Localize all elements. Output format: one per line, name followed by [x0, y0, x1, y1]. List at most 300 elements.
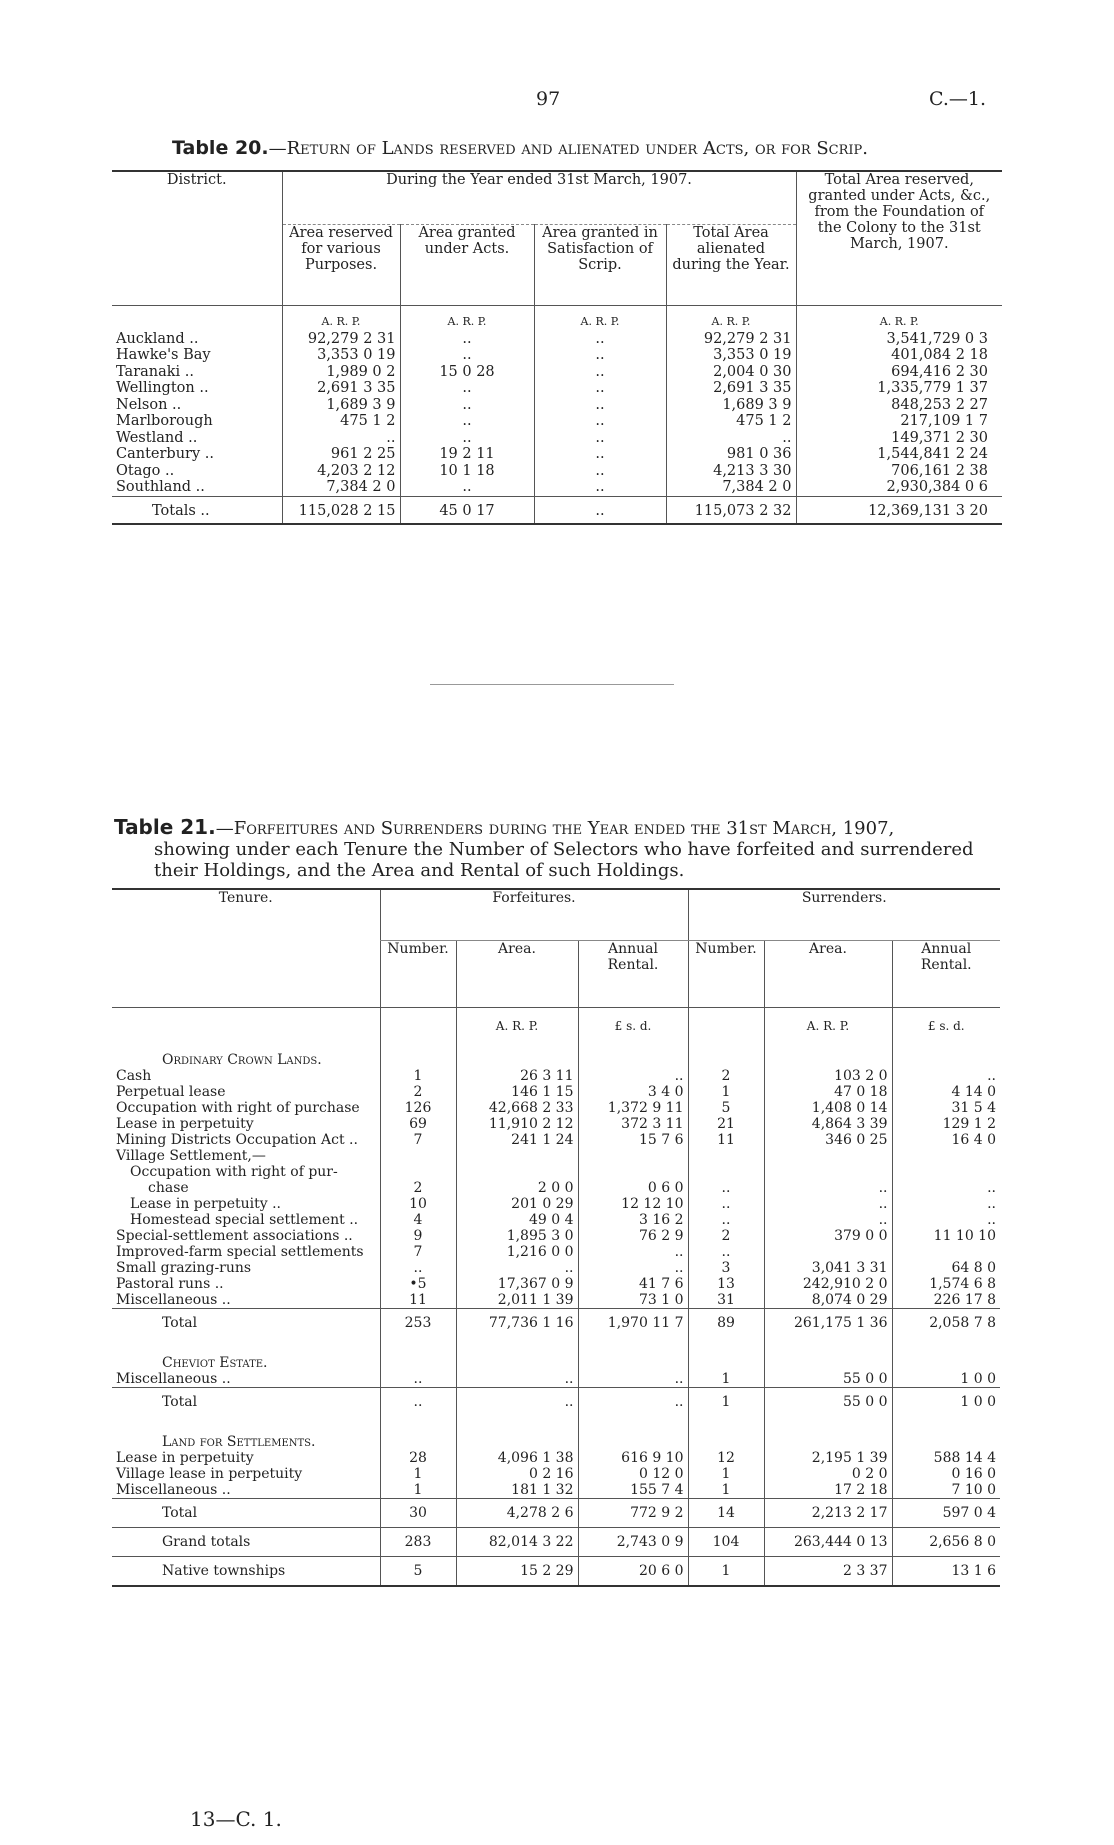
t21-s-number: 1 — [688, 1482, 764, 1499]
t21-f-rental: 3 16 2 — [578, 1212, 688, 1228]
t21-row — [112, 1068, 1000, 1084]
t21-f-area — [456, 1164, 578, 1180]
t21-s-rental: 1 0 0 — [892, 1388, 1000, 1417]
t21-s-number: 21 — [688, 1116, 764, 1132]
t21-f-number: 9 — [380, 1228, 456, 1244]
t20-total: 4,213 3 30 — [666, 463, 796, 480]
t20-row — [112, 397, 1002, 414]
t21-s-rental: 2,058 7 8 — [892, 1309, 1000, 1338]
t21-tenure: Cash — [116, 1068, 152, 1084]
t21-f-rental: 2,743 0 9 — [578, 1528, 688, 1557]
t21-empty-cell — [380, 1416, 456, 1450]
t21-s-rental: 11 10 10 — [892, 1228, 1000, 1244]
t21-f-rental: .. — [578, 1244, 688, 1260]
t20-total: 2,004 0 30 — [666, 364, 796, 381]
t21-tenure: Lease in perpetuity — [116, 1450, 254, 1466]
t21-s-rental: 0 16 0 — [892, 1466, 1000, 1482]
t21-s-area: 1,408 0 14 — [764, 1100, 892, 1116]
t21-f-number: 1 — [380, 1482, 456, 1499]
t20-scrip: .. — [534, 331, 666, 348]
t20-total: .. — [666, 430, 796, 447]
t20-col-total-foundation: Total Area reserved, granted under Acts, &c., from the Foundation of the Colony to the 31st March, 1907. — [796, 171, 1002, 306]
t20-reserved: 7,384 2 0 — [282, 479, 400, 496]
t21-f-number: 28 — [380, 1450, 456, 1466]
t21-grand-total-row — [112, 1528, 1000, 1557]
t21-col-s-rental: Annual Rental. — [892, 941, 1000, 1008]
t20-found: 1,544,841 2 24 — [796, 446, 1002, 463]
t21-tenure: Lease in perpetuity .. — [130, 1196, 281, 1212]
t21-total-row — [112, 1499, 1000, 1528]
t21-s-rental: .. — [892, 1180, 1000, 1196]
t20-reserved: 1,989 0 2 — [282, 364, 400, 381]
t21-row — [112, 1132, 1000, 1148]
t21-section-heading: Ordinary Crown Lands. — [162, 1052, 322, 1068]
t21-f-number: 10 — [380, 1196, 456, 1212]
t20-scrip: .. — [534, 380, 666, 397]
t21-row — [112, 1084, 1000, 1100]
t21-s-area: .. — [764, 1180, 892, 1196]
t21-native-row — [112, 1557, 1000, 1587]
t21-f-area: 1,895 3 0 — [456, 1228, 578, 1244]
t21-s-area: 8,074 0 29 — [764, 1292, 892, 1309]
t21-f-area: 241 1 24 — [456, 1132, 578, 1148]
t21-tenure: Pastoral runs .. — [116, 1276, 224, 1292]
t21-s-rental: .. — [892, 1068, 1000, 1084]
t21-f-area: 42,668 2 33 — [456, 1100, 578, 1116]
t20-unit-total: A. R. P. — [666, 306, 796, 331]
t21-f-rental — [578, 1164, 688, 1180]
t20-acts: .. — [400, 479, 534, 496]
table21-title-line2: showing under each Tenure the Number of Selectors who have forfeited and surrendered — [154, 839, 974, 860]
t21-f-rental: .. — [578, 1371, 688, 1388]
t21-f-number: 7 — [380, 1244, 456, 1260]
t20-found: 149,371 2 30 — [796, 430, 1002, 447]
t21-s-rental — [892, 1148, 1000, 1164]
t21-s-area: 242,910 2 0 — [764, 1276, 892, 1292]
t20-district: Auckland .. — [116, 330, 199, 347]
t21-empty-cell — [456, 1337, 578, 1371]
t21-tenure: Total — [162, 1394, 198, 1410]
t21-f-rental: 616 9 10 — [578, 1450, 688, 1466]
t21-col-s-number: Number. — [688, 941, 764, 1008]
t21-f-rental: 155 7 4 — [578, 1482, 688, 1499]
t21-f-area: 15 2 29 — [456, 1557, 578, 1587]
t21-s-area: 261,175 1 36 — [764, 1309, 892, 1338]
t21-f-area: 181 1 32 — [456, 1482, 578, 1499]
t21-f-number — [380, 1164, 456, 1180]
t20-acts: .. — [400, 380, 534, 397]
t21-section-heading-row — [112, 1416, 1000, 1450]
t21-f-rental: 3 4 0 — [578, 1084, 688, 1100]
t20-acts: .. — [400, 430, 534, 447]
t21-s-rental: .. — [892, 1212, 1000, 1228]
t21-f-area — [456, 1148, 578, 1164]
t20-scrip: .. — [534, 430, 666, 447]
t21-empty-cell — [380, 1337, 456, 1371]
t21-f-area: .. — [456, 1371, 578, 1388]
t21-empty-cell — [456, 1034, 578, 1068]
t20-scrip: .. — [534, 364, 666, 381]
t21-section-heading: Cheviot Estate. — [162, 1355, 268, 1371]
t21-f-rental: 76 2 9 — [578, 1228, 688, 1244]
t21-row — [112, 1244, 1000, 1260]
t20-reserved: 92,279 2 31 — [282, 331, 400, 348]
t20-totals-found: 12,369,131 3 20 — [796, 496, 1002, 524]
t20-reserved: 961 2 25 — [282, 446, 400, 463]
t21-s-area: 103 2 0 — [764, 1068, 892, 1084]
t21-s-area: 2,195 1 39 — [764, 1450, 892, 1466]
t21-f-number: 253 — [380, 1309, 456, 1338]
t21-group-surrenders: Surrenders. — [688, 889, 1000, 941]
t21-s-rental: 1 0 0 — [892, 1371, 1000, 1388]
t20-acts: 19 2 11 — [400, 446, 534, 463]
t20-reserved: .. — [282, 430, 400, 447]
t21-tenure: Mining Districts Occupation Act .. — [116, 1132, 358, 1148]
t20-reserved: 1,689 3 9 — [282, 397, 400, 414]
t20-unit-found: A. R. P. — [796, 306, 1002, 331]
t21-s-area: .. — [764, 1196, 892, 1212]
t21-s-rental: 588 14 4 — [892, 1450, 1000, 1466]
t20-group-header: During the Year ended 31st March, 1907. — [282, 171, 796, 225]
t21-unit-s-rental: £ s. d. — [892, 1008, 1000, 1035]
t21-row — [112, 1260, 1000, 1276]
t20-found: 706,161 2 38 — [796, 463, 1002, 480]
t21-f-rental: .. — [578, 1260, 688, 1276]
t21-section-heading-row — [112, 1337, 1000, 1371]
t21-f-area: 1,216 0 0 — [456, 1244, 578, 1260]
t21-tenure: Small grazing-runs — [116, 1260, 252, 1276]
t21-s-number: .. — [688, 1180, 764, 1196]
t21-row — [112, 1196, 1000, 1212]
t21-s-number: 3 — [688, 1260, 764, 1276]
t21-f-area: 17,367 0 9 — [456, 1276, 578, 1292]
t21-f-number — [380, 1148, 456, 1164]
t21-f-area: 4,096 1 38 — [456, 1450, 578, 1466]
t21-f-number: .. — [380, 1388, 456, 1417]
t20-district: Westland .. — [116, 429, 198, 446]
t20-found: 3,541,729 0 3 — [796, 331, 1002, 348]
t21-f-number: 30 — [380, 1499, 456, 1528]
t21-f-area: 201 0 29 — [456, 1196, 578, 1212]
t21-f-area: .. — [456, 1260, 578, 1276]
t21-f-number: 11 — [380, 1292, 456, 1309]
t21-s-number: 1 — [688, 1371, 764, 1388]
t20-totals-reserved: 115,028 2 15 — [282, 496, 400, 524]
t21-f-area: 0 2 16 — [456, 1466, 578, 1482]
section-divider — [430, 684, 674, 685]
t21-empty-cell — [380, 1034, 456, 1068]
t20-total: 3,353 0 19 — [666, 347, 796, 364]
t21-tenure: Occupation with right of pur- — [130, 1164, 338, 1180]
t21-f-rental: .. — [578, 1388, 688, 1417]
t21-f-rental: 15 7 6 — [578, 1132, 688, 1148]
t21-f-area: .. — [456, 1388, 578, 1417]
t21-empty-cell — [764, 1337, 892, 1371]
t21-empty-cell — [688, 1337, 764, 1371]
t21-s-number: 89 — [688, 1309, 764, 1338]
t21-empty-cell — [892, 1034, 1000, 1068]
t20-found: 694,416 2 30 — [796, 364, 1002, 381]
t21-row — [112, 1292, 1000, 1309]
t21-s-number: 12 — [688, 1450, 764, 1466]
t21-section-heading: Land for Settlements. — [162, 1434, 316, 1450]
t21-tenure: Total — [162, 1315, 198, 1331]
t21-s-area: 2 3 37 — [764, 1557, 892, 1587]
t20-total: 475 1 2 — [666, 413, 796, 430]
t21-row — [112, 1228, 1000, 1244]
t21-s-number: 2 — [688, 1228, 764, 1244]
t21-f-rental — [578, 1148, 688, 1164]
t21-s-number: 1 — [688, 1557, 764, 1587]
t21-s-number: 14 — [688, 1499, 764, 1528]
t20-row — [112, 413, 1002, 430]
t21-tenure: Village lease in perpetuity — [116, 1466, 303, 1482]
t21-f-area: 146 1 15 — [456, 1084, 578, 1100]
table21-label: Table 21. — [114, 815, 216, 839]
t20-district: Southland .. — [116, 479, 205, 495]
t21-s-area: 17 2 18 — [764, 1482, 892, 1499]
t21-section-heading-row — [112, 1034, 1000, 1068]
t21-empty-cell — [892, 1416, 1000, 1450]
t20-total: 2,691 3 35 — [666, 380, 796, 397]
t20-reserved: 4,203 2 12 — [282, 463, 400, 480]
t20-acts: .. — [400, 347, 534, 364]
page-code: C.—1. — [929, 88, 987, 110]
t21-s-area: 346 0 25 — [764, 1132, 892, 1148]
t21-tenure: Village Settlement,— — [116, 1148, 266, 1164]
t21-f-area: 49 0 4 — [456, 1212, 578, 1228]
t21-f-rental: 73 1 0 — [578, 1292, 688, 1309]
t20-total: 7,384 2 0 — [666, 479, 796, 496]
t20-found: 1,335,779 1 37 — [796, 380, 1002, 397]
t20-total: 981 0 36 — [666, 446, 796, 463]
t21-s-rental: 1,574 6 8 — [892, 1276, 1000, 1292]
t20-totals-total: 115,073 2 32 — [666, 496, 796, 524]
t21-row — [112, 1212, 1000, 1228]
t21-row — [112, 1148, 1000, 1164]
t21-f-area: 2,011 1 39 — [456, 1292, 578, 1309]
t21-tenure: Native townships — [162, 1563, 286, 1579]
t21-f-rental: .. — [578, 1068, 688, 1084]
t21-empty-cell — [764, 1034, 892, 1068]
t20-reserved: 475 1 2 — [282, 413, 400, 430]
t21-col-f-number: Number. — [380, 941, 456, 1008]
t21-f-number: 7 — [380, 1132, 456, 1148]
t21-empty-cell — [892, 1337, 1000, 1371]
t21-row — [112, 1466, 1000, 1482]
t21-s-rental: .. — [892, 1196, 1000, 1212]
t21-s-rental: 7 10 0 — [892, 1482, 1000, 1499]
t21-s-number: .. — [688, 1244, 764, 1260]
t21-f-rental: 41 7 6 — [578, 1276, 688, 1292]
t20-district: Canterbury .. — [116, 446, 214, 462]
t21-row — [112, 1116, 1000, 1132]
t21-empty-cell — [456, 1416, 578, 1450]
t20-row — [112, 479, 1002, 496]
t21-row — [112, 1100, 1000, 1116]
t21-tenure: Miscellaneous .. — [116, 1292, 231, 1308]
t21-row — [112, 1371, 1000, 1388]
table21-title-line3: their Holdings, and the Area and Rental of such Holdings. — [154, 860, 685, 881]
t21-empty-cell — [578, 1337, 688, 1371]
table21-title-line1: —Forfeitures and Surrenders during the Year ended the 31st March, 1907, — [215, 818, 895, 839]
t20-reserved: 2,691 3 35 — [282, 380, 400, 397]
t20-acts: .. — [400, 413, 534, 430]
t20-row — [112, 463, 1002, 480]
t21-f-rental: 1,970 11 7 — [578, 1309, 688, 1338]
t21-s-area: 47 0 18 — [764, 1084, 892, 1100]
t20-district: Wellington .. — [116, 380, 209, 396]
t20-district: Nelson .. — [116, 396, 182, 413]
t21-s-number: 1 — [688, 1084, 764, 1100]
t21-col-tenure: Tenure. — [112, 889, 380, 1008]
t20-col-granted-scrip: Area granted in Satisfaction of Scrip. — [534, 225, 666, 306]
t21-s-area: 0 2 0 — [764, 1466, 892, 1482]
t21-empty-cell — [688, 1034, 764, 1068]
t20-totals-label: Totals .. — [152, 502, 210, 519]
t21-f-number: 69 — [380, 1116, 456, 1132]
t21-s-number: 2 — [688, 1068, 764, 1084]
t20-scrip: .. — [534, 413, 666, 430]
t21-col-f-area: Area. — [456, 941, 578, 1008]
t20-district: Hawke's Bay — [116, 347, 211, 363]
t21-f-rental: 1,372 9 11 — [578, 1100, 688, 1116]
t21-s-area: 55 0 0 — [764, 1388, 892, 1417]
t20-row — [112, 347, 1002, 364]
t20-col-total-year: Total Area alienated during the Year. — [666, 225, 796, 306]
t21-tenure: Miscellaneous .. — [116, 1371, 231, 1387]
t21-f-rental: 772 9 2 — [578, 1499, 688, 1528]
t21-f-number: .. — [380, 1371, 456, 1388]
t21-row — [112, 1276, 1000, 1292]
t21-s-number — [688, 1148, 764, 1164]
t20-acts: .. — [400, 331, 534, 348]
t21-s-number — [688, 1164, 764, 1180]
t21-f-number: .. — [380, 1260, 456, 1276]
t21-tenure: Occupation with right of purchase — [116, 1100, 360, 1116]
t21-s-number: 5 — [688, 1100, 764, 1116]
t21-col-s-area: Area. — [764, 941, 892, 1008]
t21-tenure: Miscellaneous .. — [116, 1482, 231, 1498]
t20-total: 92,279 2 31 — [666, 331, 796, 348]
t20-scrip: .. — [534, 479, 666, 496]
t20-district: Otago .. — [116, 462, 175, 479]
t21-f-rental: 20 6 0 — [578, 1557, 688, 1587]
t21-f-area: 82,014 3 22 — [456, 1528, 578, 1557]
t20-district: Marlborough — [116, 413, 213, 429]
t21-f-rental: 372 3 11 — [578, 1116, 688, 1132]
t21-s-area — [764, 1148, 892, 1164]
t21-s-area: 4,864 3 39 — [764, 1116, 892, 1132]
t21-f-rental: 0 6 0 — [578, 1180, 688, 1196]
t21-s-number: 13 — [688, 1276, 764, 1292]
t21-s-number: .. — [688, 1212, 764, 1228]
t21-row — [112, 1180, 1000, 1196]
t21-tenure: Homestead special settlement .. — [130, 1212, 359, 1228]
t21-s-number: 11 — [688, 1132, 764, 1148]
t21-f-number: 283 — [380, 1528, 456, 1557]
t21-unit-s-area: A. R. P. — [764, 1008, 892, 1035]
t20-scrip: .. — [534, 463, 666, 480]
table21-title — [114, 817, 994, 881]
t21-s-rental — [892, 1244, 1000, 1260]
t21-f-area: 4,278 2 6 — [456, 1499, 578, 1528]
t21-empty-cell — [688, 1416, 764, 1450]
table-21 — [112, 888, 1000, 1587]
t21-s-rental: 13 1 6 — [892, 1557, 1000, 1587]
t20-row — [112, 364, 1002, 381]
t21-f-number: 5 — [380, 1557, 456, 1587]
t20-reserved: 3,353 0 19 — [282, 347, 400, 364]
t20-acts: 10 1 18 — [400, 463, 534, 480]
t20-scrip: .. — [534, 397, 666, 414]
t21-empty-cell — [764, 1416, 892, 1450]
t21-tenure: Special-settlement associations .. — [116, 1228, 353, 1244]
t21-s-rental: 226 17 8 — [892, 1292, 1000, 1309]
t20-found: 848,253 2 27 — [796, 397, 1002, 414]
t21-s-rental: 64 8 0 — [892, 1260, 1000, 1276]
t21-f-area: 2 0 0 — [456, 1180, 578, 1196]
t21-f-area: 11,910 2 12 — [456, 1116, 578, 1132]
t21-f-rental: 0 12 0 — [578, 1466, 688, 1482]
t21-unit-f-rental: £ s. d. — [578, 1008, 688, 1035]
t21-total-row — [112, 1309, 1000, 1338]
t21-tenure: chase — [148, 1180, 189, 1196]
t21-s-rental: 31 5 4 — [892, 1100, 1000, 1116]
t21-s-area: 55 0 0 — [764, 1371, 892, 1388]
t21-f-area: 77,736 1 16 — [456, 1309, 578, 1338]
t20-found: 217,109 1 7 — [796, 413, 1002, 430]
t21-unit-f-area: A. R. P. — [456, 1008, 578, 1035]
table20-label: Table 20. — [172, 137, 269, 159]
t20-row — [112, 430, 1002, 447]
t21-s-number: 104 — [688, 1528, 764, 1557]
t21-tenure: Perpetual lease — [116, 1084, 226, 1100]
t21-group-forfeitures: Forfeitures. — [380, 889, 688, 941]
t21-s-rental: 129 1 2 — [892, 1116, 1000, 1132]
t21-empty-cell — [578, 1416, 688, 1450]
t21-s-area: .. — [764, 1212, 892, 1228]
t21-tenure: Total — [162, 1505, 198, 1521]
t21-s-rental: 2,656 8 0 — [892, 1528, 1000, 1557]
t21-f-number: 4 — [380, 1212, 456, 1228]
t20-col-granted-acts: Area granted under Acts. — [400, 225, 534, 306]
t20-col-reserved: Area reserved for various Purposes. — [282, 225, 400, 306]
t21-row — [112, 1164, 1000, 1180]
t21-row — [112, 1482, 1000, 1499]
t20-found: 2,930,384 0 6 — [796, 479, 1002, 496]
t21-empty-cell — [578, 1034, 688, 1068]
t20-found: 401,084 2 18 — [796, 347, 1002, 364]
t20-totals-acts: 45 0 17 — [400, 496, 534, 524]
t21-s-number: 1 — [688, 1466, 764, 1482]
t21-s-rental: 4 14 0 — [892, 1084, 1000, 1100]
t21-f-number: 1 — [380, 1068, 456, 1084]
t20-unit-reserved: A. R. P. — [282, 306, 400, 331]
t21-tenure: Grand totals — [162, 1534, 251, 1550]
table20-title — [172, 138, 868, 159]
t20-acts: .. — [400, 397, 534, 414]
t21-s-number: 1 — [688, 1388, 764, 1417]
t20-row — [112, 446, 1002, 463]
t20-col-district: District. — [112, 171, 282, 306]
t21-tenure: Lease in perpetuity — [116, 1116, 254, 1132]
t21-s-rental — [892, 1164, 1000, 1180]
t21-s-area — [764, 1244, 892, 1260]
t21-f-area: 26 3 11 — [456, 1068, 578, 1084]
t21-s-rental: 597 0 4 — [892, 1499, 1000, 1528]
t20-scrip: .. — [534, 446, 666, 463]
